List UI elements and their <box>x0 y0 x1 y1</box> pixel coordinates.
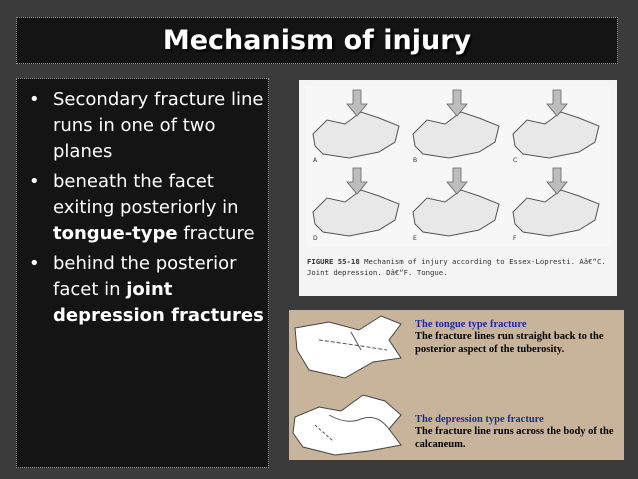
slide-title: Mechanism of injury <box>162 25 472 56</box>
depression-type-panel <box>289 385 624 460</box>
bullet-marker: • <box>29 171 40 192</box>
calcaneus-sketch <box>513 112 599 158</box>
bullet-marker: • <box>29 89 40 110</box>
panel-letter: C <box>513 157 518 164</box>
panel-letter: B <box>413 157 418 164</box>
panel-c <box>513 90 599 164</box>
panel-e <box>413 168 499 242</box>
bullet-emphasis: tongue-type <box>53 223 178 244</box>
force-arrow-icon <box>347 168 367 194</box>
bullet-panel <box>16 78 269 468</box>
bullet-item <box>29 251 268 329</box>
title-bar <box>16 17 618 64</box>
depression-description: The fracture line runs across the body of the calcaneum. <box>415 426 614 450</box>
tongue-type-panel <box>289 310 624 385</box>
fracture-types-figure <box>289 310 624 460</box>
panel-f <box>513 168 599 242</box>
fracture-mechanism-drawing <box>305 86 611 246</box>
panel-letter: A <box>313 157 318 164</box>
bullet-item <box>29 169 268 247</box>
panel-letter: D <box>313 235 318 242</box>
depression-fracture-drawing <box>289 385 414 460</box>
force-arrow-icon <box>447 168 467 194</box>
panel-letter: E <box>413 235 417 242</box>
bullet-text: behind the posterior facet in <box>53 253 237 300</box>
figure-caption <box>307 256 609 278</box>
force-arrow-icon <box>347 90 367 116</box>
bullet-emphasis: joint depression fractures <box>53 279 264 326</box>
tongue-description: The fracture lines run straight back to the posterior aspect of the tuberosity. <box>415 331 604 355</box>
force-arrow-icon <box>547 90 567 116</box>
panel-letter: F <box>513 235 517 242</box>
tongue-fracture-drawing <box>289 310 414 385</box>
bullet-text: fracture <box>177 223 255 244</box>
force-arrow-icon <box>547 168 567 194</box>
caption-text: Mechanism of injury according to Essex-Lopresti. Aâ€“C. Joint depression. Dâ€“F. Tongue. <box>307 257 606 277</box>
bullet-list <box>29 87 268 329</box>
essex-lopresti-figure <box>299 80 617 296</box>
bullet-item <box>29 87 268 165</box>
bullet-marker: • <box>29 253 40 274</box>
caption-label: FIGURE 55-18 <box>307 257 360 266</box>
calcaneus-sketch <box>313 112 399 158</box>
force-arrow-icon <box>447 90 467 116</box>
panel-b <box>413 90 499 164</box>
calcaneus-sketch <box>413 190 499 236</box>
bullet-text: beneath the facet exiting posteriorly in <box>53 171 239 218</box>
bullet-text: Secondary fracture line runs in one of two planes <box>53 89 264 162</box>
calcaneus-sketch <box>513 190 599 236</box>
calcaneus-sketch <box>313 190 399 236</box>
depression-heading: The depression type fracture <box>415 414 544 425</box>
panel-a <box>313 90 399 164</box>
calcaneus-sketch <box>413 112 499 158</box>
tongue-heading: The tongue type fracture <box>415 319 527 330</box>
panel-d <box>313 168 399 242</box>
